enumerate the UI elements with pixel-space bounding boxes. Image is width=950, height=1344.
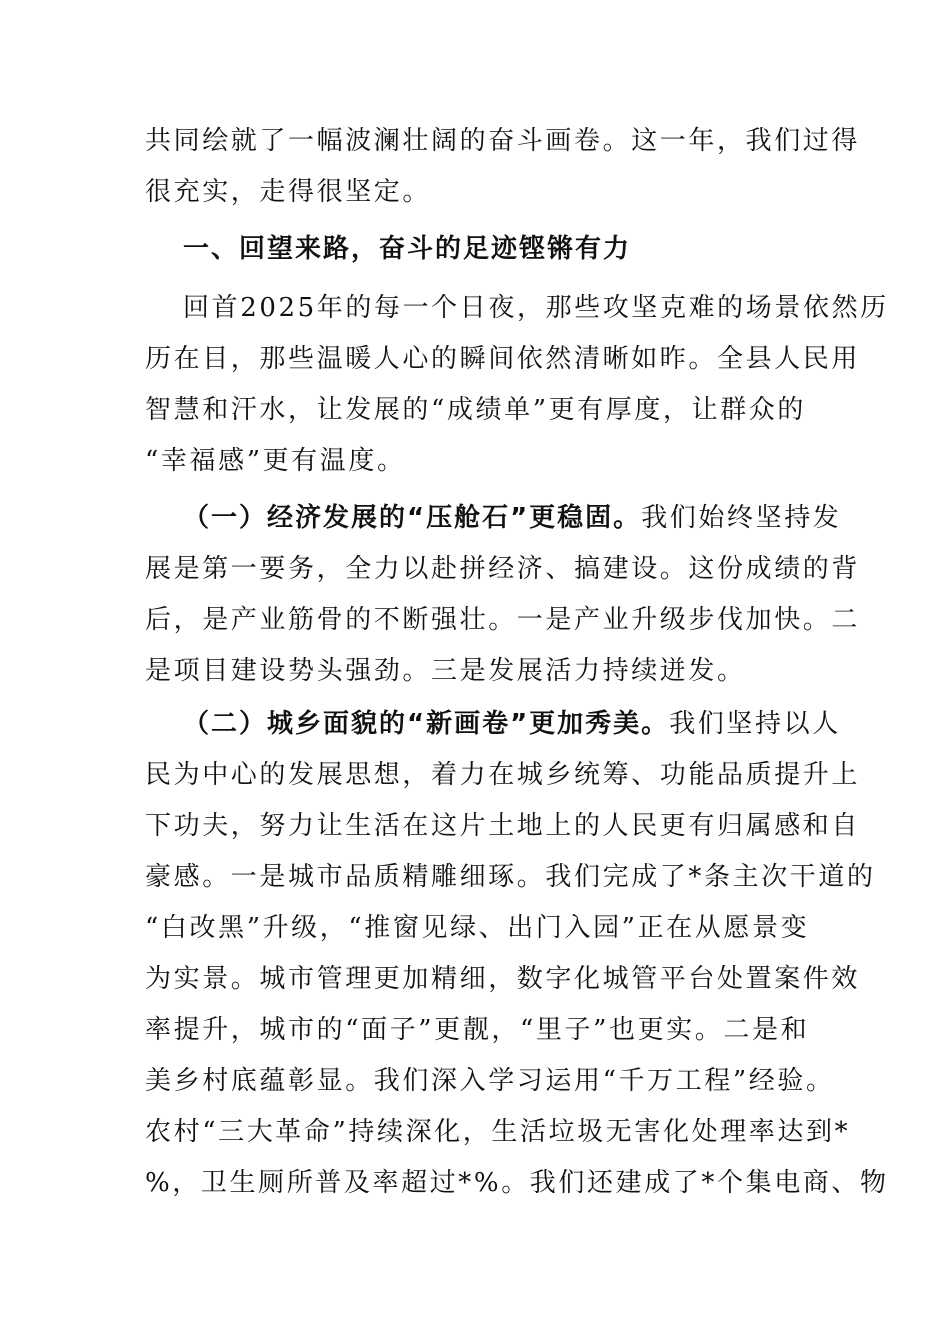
item2-line-10: %，卫生厕所普及率超过*%。我们还建成了*个集电商、物 [145, 1168, 889, 1198]
item2-line-9: 农村“三大革命”持续深化，生活垃圾无害化处理率达到* [145, 1117, 851, 1147]
section-paragraph-line-2: 历在目，那些温暖人心的瞬间依然清晰如昨。全县人民用 [145, 344, 861, 374]
item2-line-2: 民为中心的发展思想，着力在城乡统筹、功能品质提升上 [145, 760, 861, 790]
item2-line-8: 美乡村底蕴彰显。我们深入学习运用“千万工程”经验。 [145, 1066, 835, 1096]
section-paragraph-line-1: 回首2025年的每一个日夜，那些攻坚克难的场景依然历 [183, 293, 889, 323]
item1-first-line-rest: 我们始终坚持发 [641, 503, 842, 533]
item2-first-line-rest: 我们坚持以人 [669, 709, 841, 739]
item2-line-4: 豪感。一是城市品质精雕细琢。我们完成了*条主次干道的 [145, 862, 876, 892]
item2-line-7: 率提升，城市的“面子”更靓，“里子”也更实。二是和 [145, 1015, 810, 1045]
item2-first-line [183, 704, 841, 744]
item2-title: （二）城乡面貌的“新画卷”更加秀美。 [183, 709, 670, 739]
intro-line-2: 很充实，走得很坚定。 [145, 177, 432, 207]
item2-line-5: “白改黑”升级，“推窗见绿、出门入园”正在从愿景变 [145, 913, 810, 943]
item1-title: （一）经济发展的“压舱石”更稳固。 [183, 503, 642, 533]
item1-line-4: 是项目建设势头强劲。三是发展活力持续迸发。 [145, 656, 746, 686]
section-heading: 一、回望来路，奋斗的足迹铿锵有力 [183, 234, 632, 264]
item1-line-3: 后，是产业筋骨的不断强壮。一是产业升级步伐加快。二 [145, 605, 861, 635]
item1-line-2: 展是第一要务，全力以赴拼经济、搞建设。这份成绩的背 [145, 554, 861, 584]
section-paragraph-line-3: 智慧和汗水，让发展的“成绩单”更有厚度，让群众的 [145, 395, 806, 425]
item2-line-6: 为实景。城市管理更加精细，数字化城管平台处置案件效 [145, 964, 861, 994]
intro-line-1: 共同绘就了一幅波澜壮阔的奋斗画卷。这一年，我们过得 [145, 126, 861, 156]
section-paragraph-line-4: “幸福感”更有温度。 [145, 446, 406, 476]
item2-line-3: 下功夫，努力让生活在这片土地上的人民更有归属感和自 [145, 811, 861, 841]
item1-first-line [183, 498, 842, 538]
